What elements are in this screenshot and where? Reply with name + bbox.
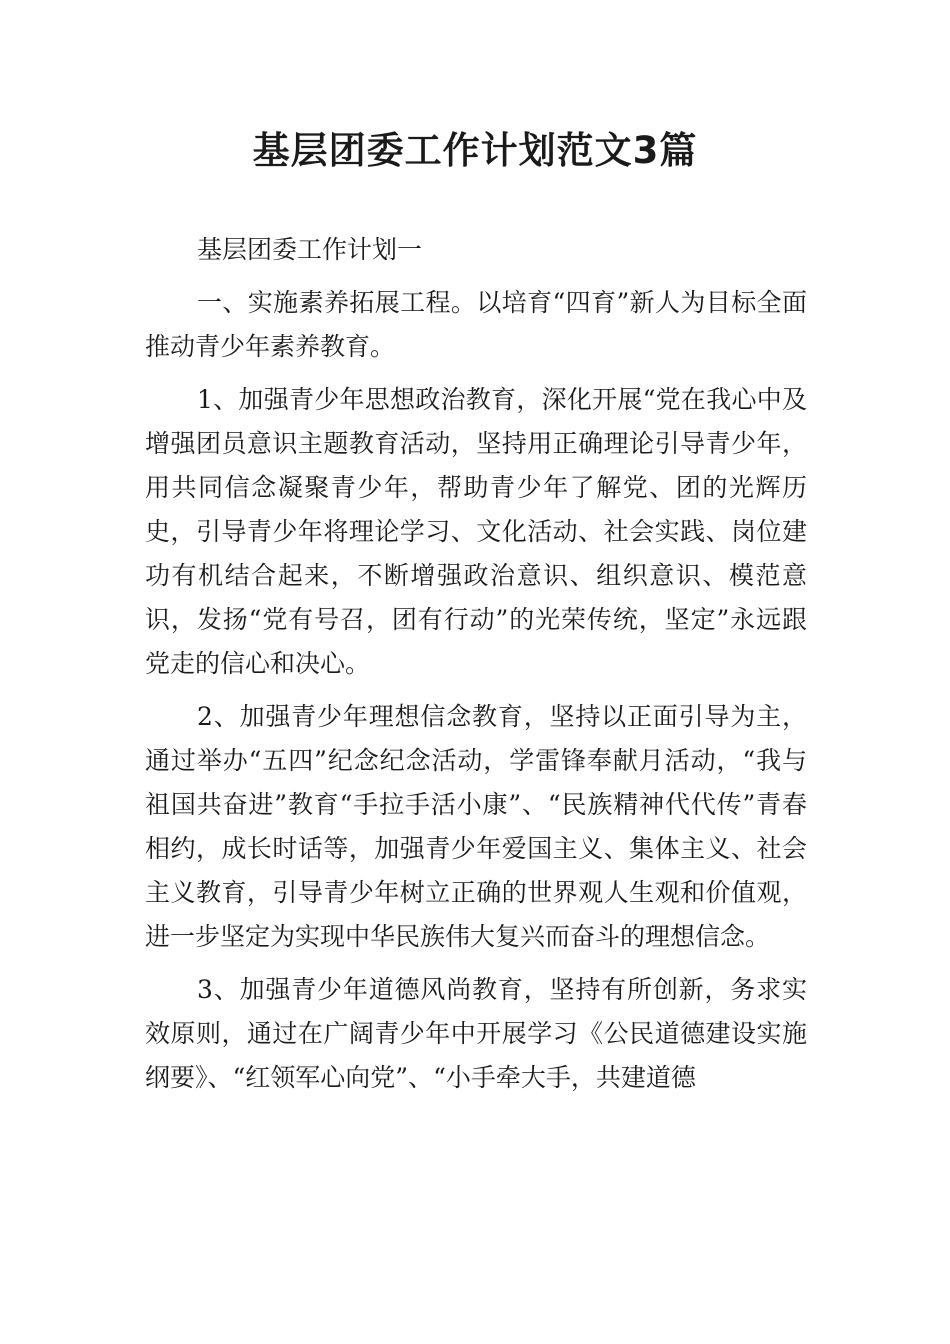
section-heading: 基层团委工作计划一 <box>197 235 423 264</box>
paragraph: 一、实施素养拓展工程。以培育“四育”新人为目标全面推动青少年素养教育。 <box>145 288 807 361</box>
paragraph: 3、加强青少年道德风尚教育，坚持有所创新，务求实效原则，通过在广阔青少年中开展学习《公民道德建设实施纲要》、“红领军心向党”、“小手牵大手，共建道德 <box>145 975 807 1092</box>
paragraph: 1、加强青少年思想政治教育，深化开展“党在我心中及增强团员意识主题教育活动，坚持用正确理论引导青少年，用共同信念凝聚青少年，帮助青少年了解党、团的光辉历史，引导青少年将理论学习、文化活动、社会实践、岗位建功有机结合起来，不断增强政治意识、组织意识、模范意识，发扬“党有号召，团有行动”的光荣传统，坚定”永远跟党走的信心和决心。 <box>145 385 807 678</box>
paragraph: 2、加强青少年理想信念教育，坚持以正面引导为主，通过举办“五四”纪念纪念活动，学雷锋奉献月活动，“我与祖国共奋进”教育“手拉手活小康”、“民族精神代代传”青春相约，成长时话等，加强青少年爱国主义、集体主义、社会主义教育，引导青少年树立正确的世界观人生观和价值观，进一步坚定为实现中华民族伟大复兴而奋斗的理想信念。 <box>145 702 807 951</box>
document-title: 基层团委工作计划范文3篇 <box>252 129 698 172</box>
document-body <box>145 228 807 1109</box>
